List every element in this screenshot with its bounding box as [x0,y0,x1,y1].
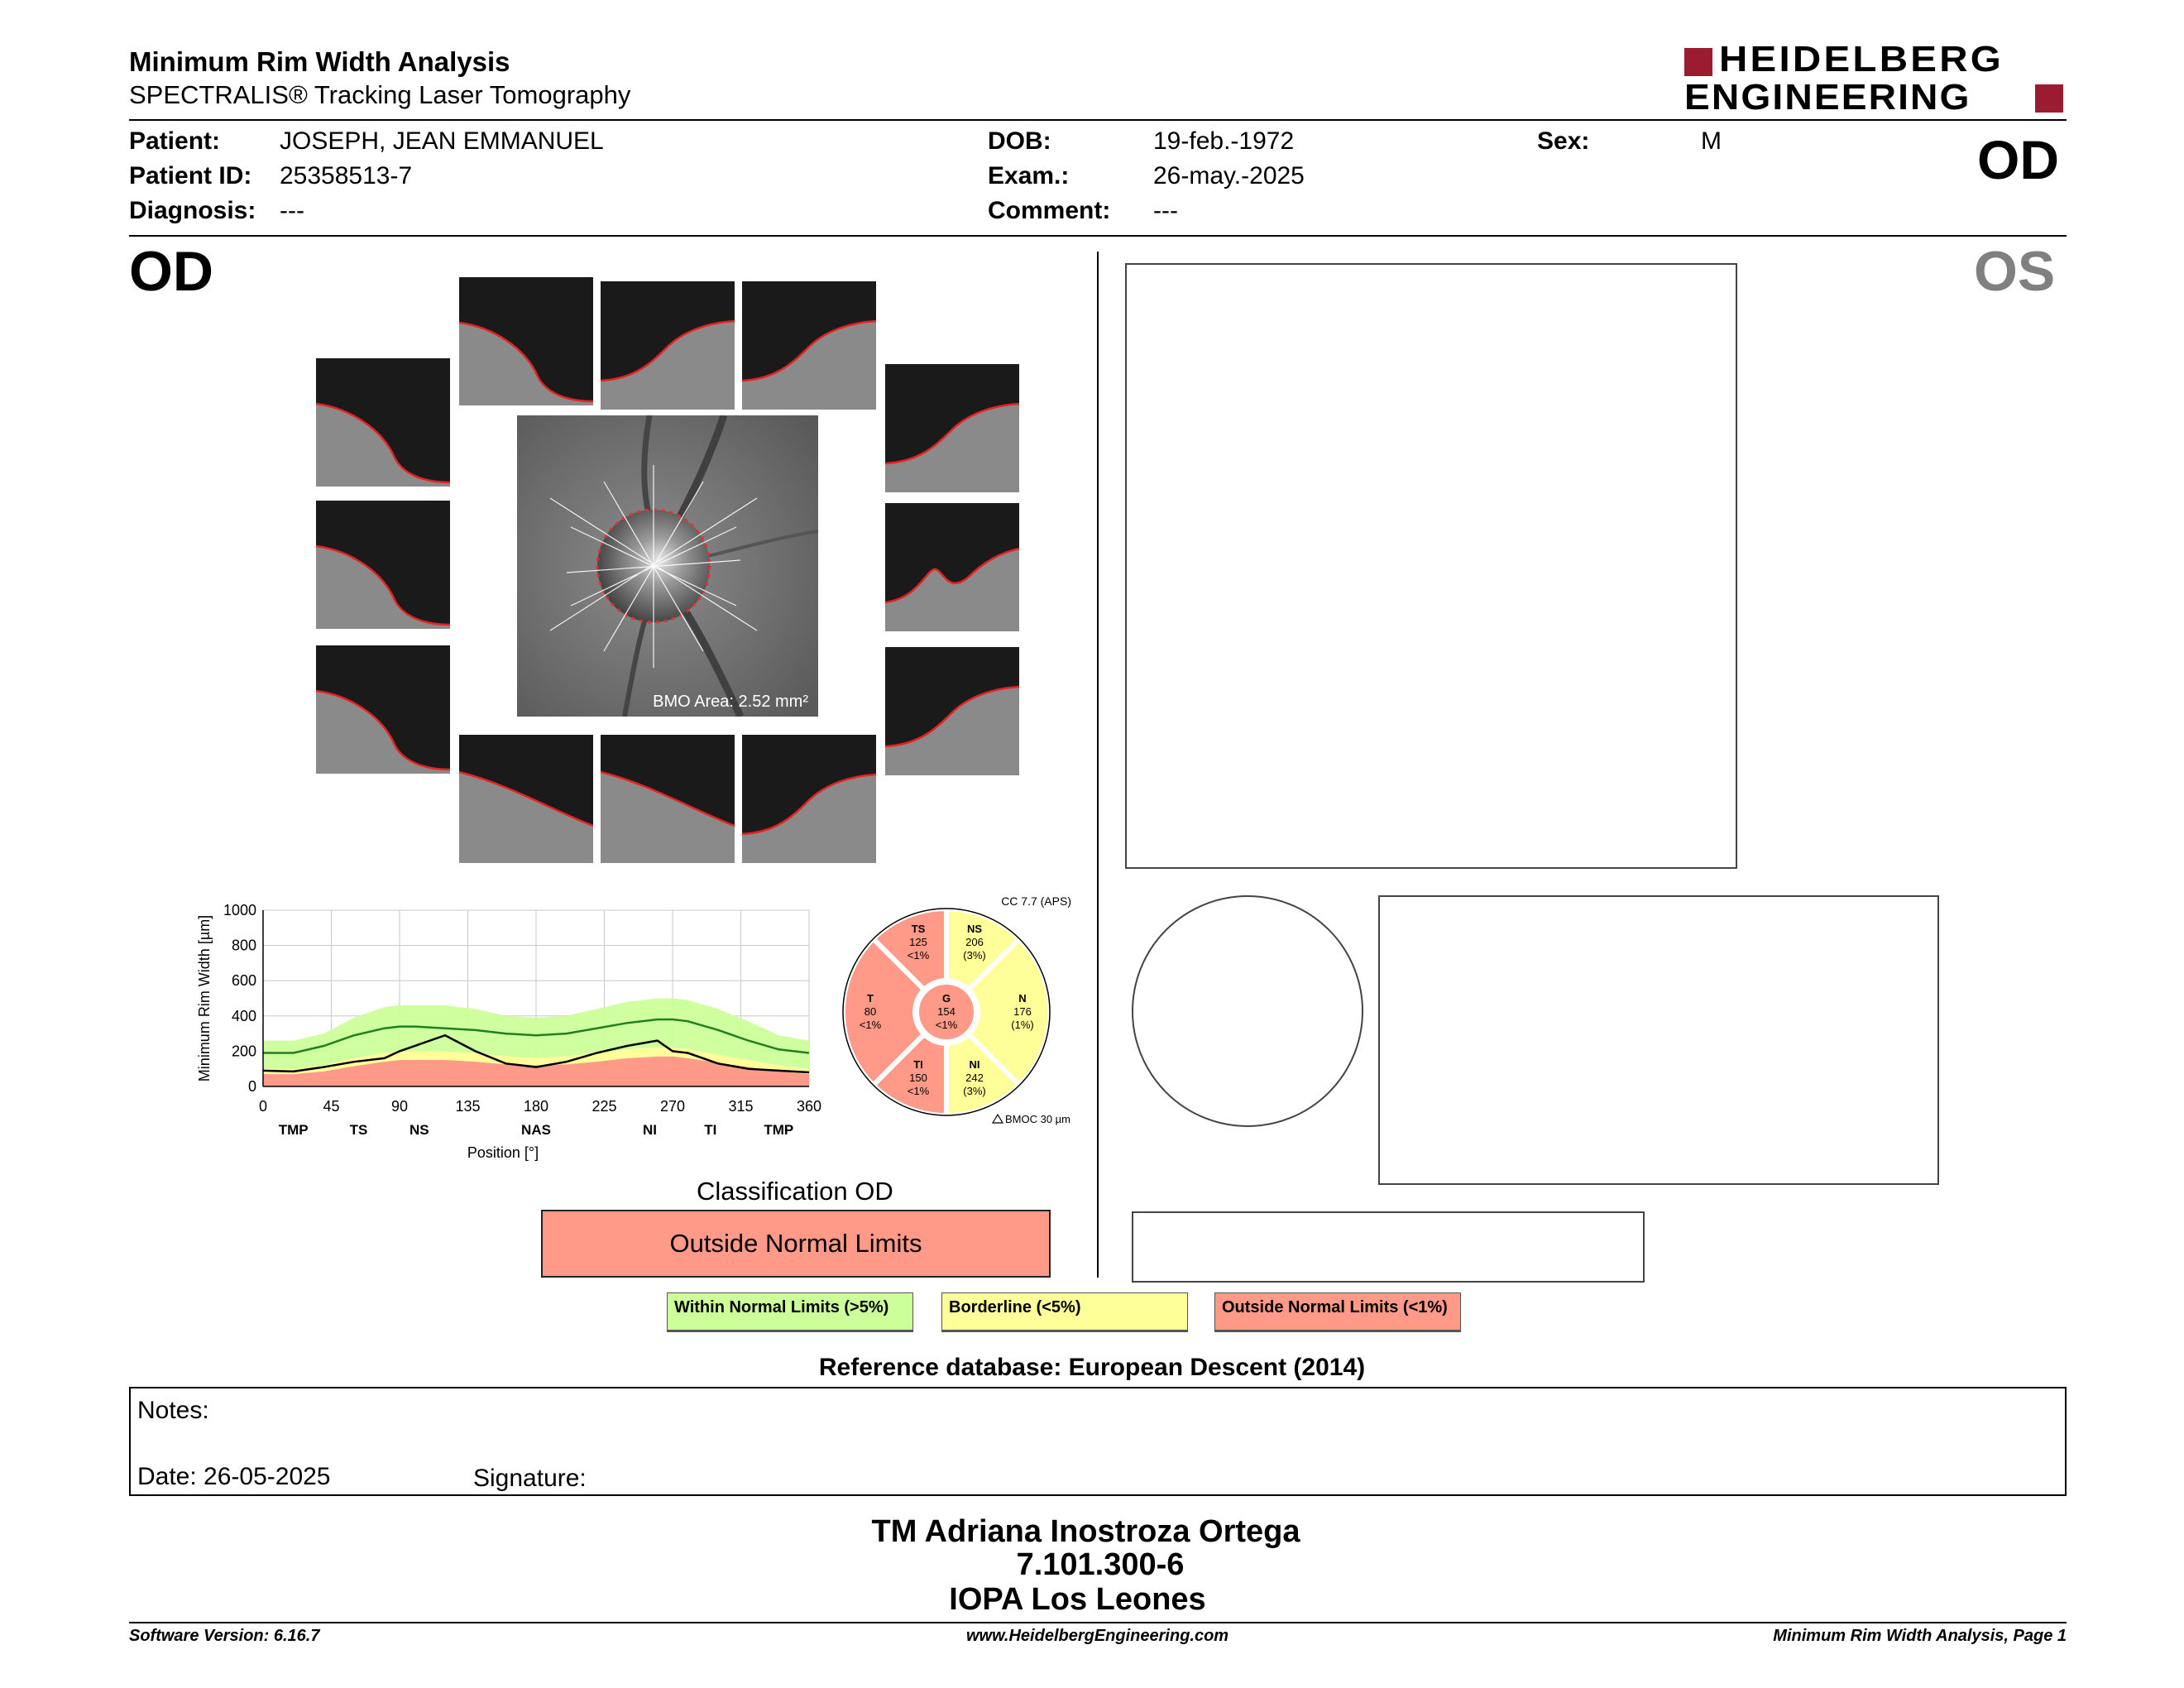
exam-value: 26-may.-2025 [1153,162,1305,189]
x-sector-label: TS [349,1122,368,1138]
sector-value-label: 125 [909,936,927,948]
footer-website[interactable]: www.HeidelbergEngineering.com [966,1627,1229,1645]
sex-label: Sex: [1537,127,1590,155]
os-classification-frame [1132,1211,1645,1283]
x-tick-label: 0 [258,1098,268,1115]
oct-bscan-thumbnail [601,281,735,410]
oct-bscan-svg [601,281,735,410]
delta-icon [993,1115,1003,1123]
sector-code-label: TI [913,1058,923,1071]
header-divider [129,119,2067,121]
x-sector-label: TI [704,1122,717,1138]
oct-bscan-svg [885,364,1019,492]
dob-value: 19-feb.-1972 [1153,127,1295,155]
os-image-frame [1125,263,1737,869]
y-tick-label: 200 [231,1043,256,1060]
cc-label: CC 7.7 (APS) [1001,894,1071,908]
legend-borderline [941,1292,1188,1332]
signer-name: TM Adriana Inostroza Ortega [871,1514,1300,1549]
footer-software-version: Software Version: 6.16.7 [129,1627,320,1645]
signature-label: Signature: [473,1465,587,1492]
x-tick-label: 270 [659,1098,686,1115]
reference-database: Reference database: European Descent (2014) [818,1354,1366,1381]
sector-code-label: NS [966,923,983,935]
od-panel-label: OD [129,240,213,303]
bmo-area-label: BMO Area: 2.52 mm² [653,693,808,711]
sector-value-label: 80 [864,1005,877,1018]
classification-title: Classification OD [697,1177,893,1206]
y-tick-label: 800 [231,937,256,954]
sector-value-label: 206 [965,936,984,948]
y-tick-label: 400 [231,1007,256,1024]
os-sector-circle [1132,895,1363,1127]
sector-value-label: 154 [937,1005,956,1018]
sector-code-label: N [1018,992,1027,1005]
patient-id-label: Patient ID: [129,162,252,189]
y-tick-label: 0 [247,1078,256,1095]
footer-divider [129,1622,2067,1623]
logo-square-top [1684,48,1712,76]
x-tick-label: 45 [323,1098,340,1115]
oct-bscan-thumbnail [316,645,450,774]
sector-value-label: 176 [1013,1005,1032,1018]
x-sector-label: NAS [521,1122,551,1138]
panel-divider [1097,252,1099,1278]
y-tick-label: 1000 [223,902,256,918]
oct-bscan-svg [601,735,735,863]
diagnosis-label: Diagnosis: [129,197,256,224]
sector-percentile-label: (3%) [963,1085,986,1097]
x-tick-label: 135 [455,1098,481,1115]
os-panel-label: OS [1974,240,2056,303]
oct-bscan-thumbnail [459,277,593,405]
sector-percentile-label: <1% [907,949,930,961]
sector-chart [836,890,1084,1129]
classification-result-box [541,1210,1051,1278]
oct-bscan-thumbnail [459,735,593,863]
x-sector-label: TMP [764,1122,794,1138]
os-graph-frame [1378,895,1939,1185]
oct-bscan-thumbnail [742,735,876,863]
oct-bscan-svg [459,277,593,405]
x-axis-label: Position [°] [467,1144,539,1161]
sector-percentile-label: <1% [935,1019,958,1031]
legend-within [667,1292,913,1332]
header-eye-label: OD [1977,129,2059,190]
comment-label: Comment: [988,197,1111,224]
notes-label: Notes: [137,1397,209,1424]
sector-percentile-label: (3%) [963,949,986,961]
x-tick-label: 90 [390,1098,409,1115]
sector-code-label: TS [911,923,926,935]
x-tick-label: 225 [592,1098,617,1115]
diagnosis-value: --- [280,197,304,224]
patient-id-value: 25358513-7 [280,162,413,189]
fundus-svg [517,415,818,717]
x-sector-label: TMP [278,1122,309,1138]
classification-result: Outside Normal Limits [669,1229,922,1258]
oct-bscan-thumbnail [316,358,450,487]
heidelberg-logo [1684,39,2065,119]
sector-percentile-label: <1% [859,1019,882,1031]
x-sector-label: NI [643,1122,657,1138]
oct-bscan-svg [316,358,450,487]
notes-box[interactable] [129,1387,2067,1496]
oct-bscan-svg [885,503,1019,631]
sector-code-label: G [941,992,951,1005]
sex-value: M [1701,127,1722,155]
x-tick-label: 360 [796,1098,822,1115]
exam-label: Exam.: [988,162,1070,189]
oct-bscan-svg [316,645,450,774]
sector-percentile-label: <1% [907,1085,930,1097]
sector-value-label: 242 [965,1072,984,1084]
sector-code-label: T [867,992,874,1005]
sector-value-label: 150 [909,1072,927,1084]
report-subtitle: SPECTRALIS® Tracking Laser Tomography [129,80,631,109]
oct-bscan-thumbnail [316,501,450,629]
oct-bscan-thumbnail [885,503,1019,631]
sector-chart-svg [836,890,1084,1129]
x-sector-label: NS [410,1122,429,1138]
report-title: Minimum Rim Width Analysis [129,46,510,77]
y-tick-label: 600 [231,972,256,990]
oct-bscan-thumbnail [885,364,1019,492]
sector-percentile-label: (1%) [1011,1019,1034,1031]
comment-value: --- [1153,197,1178,224]
y-axis-label: Minimum Rim Width [µm] [196,914,213,1082]
logo-square-bottom [2035,84,2063,113]
fundus-image [517,415,818,717]
footer-page: Minimum Rim Width Analysis, Page 1 [1773,1627,2067,1645]
x-tick-label: 315 [728,1098,754,1115]
signer-institution: IOPA Los Leones [949,1582,1206,1617]
oct-bscan-thumbnail [601,735,735,863]
sector-code-label: NI [969,1058,980,1071]
legend-outside [1214,1292,1461,1332]
patient-name: JOSEPH, JEAN EMMANUEL [280,127,604,155]
legend-outside-label: Outside Normal Limits (<1%) [1222,1298,1448,1316]
date-label: Date: 26-05-2025 [137,1463,331,1490]
oct-bscan-svg [742,281,876,410]
x-tick-label: 180 [523,1098,549,1115]
info-divider [129,235,2067,237]
oct-bscan-svg [885,647,1019,775]
oct-bscan-thumbnail [742,281,876,410]
legend-borderline-label: Borderline (<5%) [949,1298,1081,1316]
oct-bscan-thumbnail [885,647,1019,775]
dob-label: DOB: [988,127,1051,155]
mrw-chart-svg [189,898,842,1175]
patient-label: Patient: [129,127,221,155]
logo-line2: ENGINEERING [1684,77,1971,117]
oct-bscan-svg [459,735,593,863]
legend-within-label: Within Normal Limits (>5%) [674,1298,889,1316]
oct-bscan-svg [742,735,876,863]
oct-bscan-svg [316,501,450,629]
bmoc-label: BMOC 30 µm [1005,1113,1071,1125]
signer-id: 7.101.300-6 [1016,1547,1185,1582]
mrw-chart [189,898,842,1175]
logo-line1: HEIDELBERG [1719,39,2004,79]
